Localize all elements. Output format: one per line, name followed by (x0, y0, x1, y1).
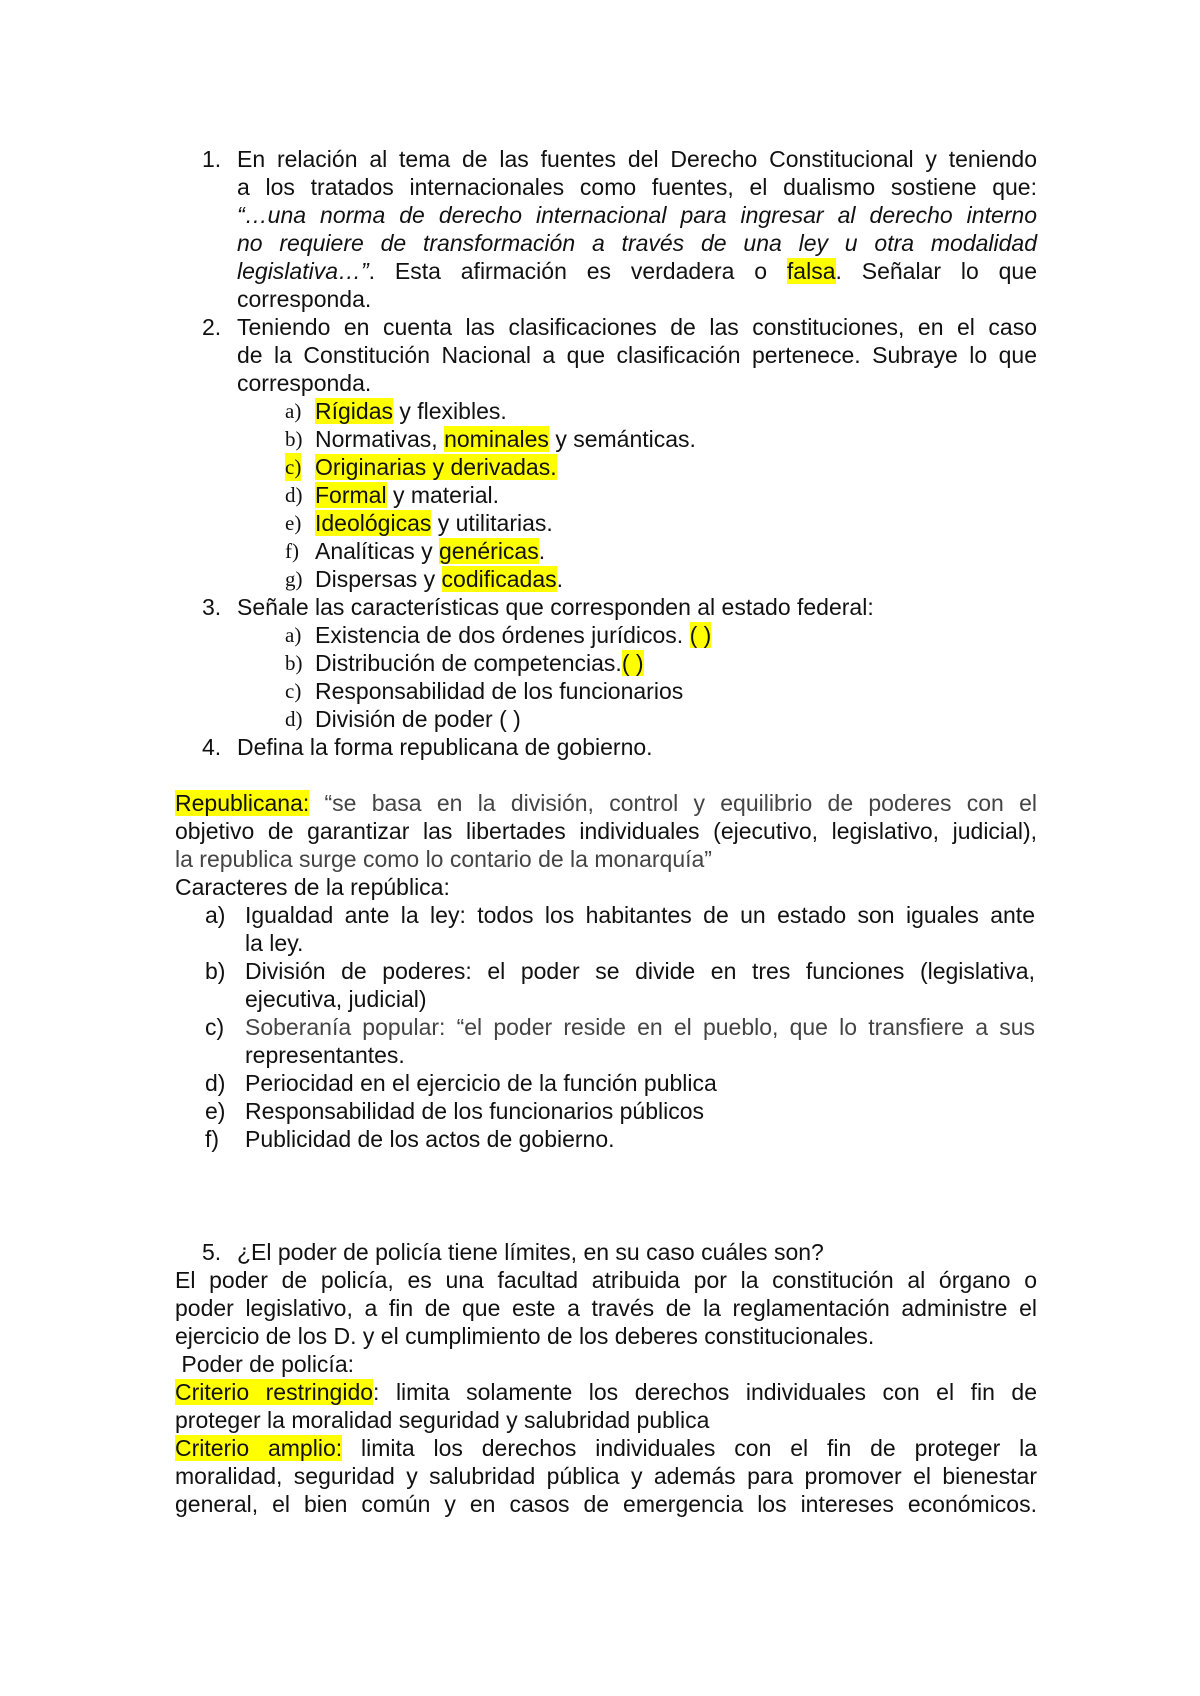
q3-option-b-label: b) (285, 651, 303, 675)
q1-line3-text: “…una norma de derecho internacional para ingresar al derecho interno (237, 202, 1037, 228)
q2-option-c-pre: Originarias y (315, 454, 451, 480)
answer4-item-f-line1: Publicidad de los actos de gobierno. (245, 1126, 615, 1152)
q1-line4 (237, 229, 1037, 257)
q3-option-a (315, 621, 1035, 649)
answer4-item-b-label: b) (205, 958, 226, 984)
q2-option-e (315, 509, 1035, 537)
criterio-amplio-line1 (175, 1434, 1037, 1462)
answer4-item-a-line1: Igualdad ante la ley: todos los habitantes de un estado son iguales ante (245, 902, 1035, 928)
q3-option-d-label: d) (285, 707, 303, 731)
q1-line4-text: no requiere de transformación a través de una ley u otra modalidad (237, 230, 1037, 256)
criterio-restringido-label: Criterio restringido (175, 1379, 374, 1405)
q3-option-a-mark: ( ) (689, 622, 712, 648)
criterio-restringido-text1: : limita solamente los derechos individuales con el fin de (373, 1379, 1037, 1405)
answer5-line1: El poder de policía, es una facultad atribuida por la constitución al órgano o (175, 1267, 1037, 1293)
answer5-line4: Poder de policía: (175, 1351, 355, 1377)
q2-option-f-label: f) (285, 539, 299, 563)
q1-line5-italic: legislativa…” (237, 258, 369, 284)
q2-option-d-highlight: Formal (315, 482, 387, 508)
q4-number: 4. (202, 734, 222, 760)
q3-option-a-text: Existencia de dos órdenes jurídicos. (315, 622, 690, 648)
q2-line3: corresponda. (237, 370, 372, 396)
answer4-item-f-label: f) (205, 1126, 220, 1152)
q1-number: 1. (202, 146, 222, 172)
criterio-amplio-line2: moralidad, seguridad y salubridad pública y además para promover el bienestar (175, 1463, 1037, 1489)
q3-option-b-mark: ( ) (621, 650, 644, 676)
q5-number: 5. (202, 1239, 222, 1265)
q3-number: 3. (202, 594, 222, 620)
answer5-line2: poder legislativo, a fin de que este a través de la reglamentación administre el (175, 1295, 1037, 1321)
answer4-line2: objetivo de garantizar las libertades individuales (ejecutivo, legislativo, judicial), (175, 818, 1037, 844)
q1-answer-highlight: falsa (786, 258, 836, 284)
answer4-item-e-line1: Responsabilidad de los funcionarios públicos (245, 1098, 705, 1124)
q2-option-g-rest: . (556, 566, 564, 592)
q3-option-b (315, 649, 1035, 677)
q3-option-c: Responsabilidad de los funcionarios (315, 678, 684, 704)
answer4-item-d-label: d) (205, 1070, 226, 1096)
q2-option-b-rest: y semánticas. (548, 426, 696, 452)
criterio-amplio-text1: limita los derechos individuales con el fin de proteger la (342, 1435, 1037, 1461)
q2-line1: Teniendo en cuenta las clasificaciones de las constituciones, en el caso (237, 314, 1037, 340)
q2-option-d (315, 481, 1035, 509)
answer4-item-b-line2: ejecutiva, judicial) (245, 986, 427, 1012)
answer4-item-a-label: a) (205, 902, 226, 928)
q2-option-f (315, 537, 1035, 565)
q2-option-g-label: g) (285, 567, 303, 591)
q2-option-a (315, 397, 1035, 425)
answer5-line3: ejercicio de los D. y el cumplimiento de los deberes constitucionales. (175, 1323, 875, 1349)
answer4-item-e-label: e) (205, 1098, 226, 1124)
q3-option-c-label: c) (285, 679, 302, 703)
answer4-item-b-line1: División de poderes: el poder se divide en tres funciones (legislativa, (245, 958, 1035, 984)
answer4-line1-text: “se basa en la división, control y equilibrio de poderes con el (309, 790, 1037, 816)
q2-option-f-highlight: genéricas (439, 538, 539, 564)
q2-option-c (315, 453, 1035, 481)
criterio-restringido-line1 (175, 1378, 1037, 1406)
answer4-item-a-line2: la ley. (245, 930, 304, 956)
q2-option-c-label: c) (285, 455, 302, 479)
criterio-amplio-label: Criterio amplio: (175, 1435, 343, 1461)
q2-option-d-label: d) (285, 483, 303, 507)
q2-option-f-rest: . (538, 538, 546, 564)
q2-option-c-highlight: derivadas. (450, 454, 557, 480)
q1-line5-end: . Señalar lo que (835, 258, 1037, 284)
q5-line1: ¿El poder de policía tiene límites, en su caso cuáles son? (237, 1239, 824, 1265)
q2-option-a-highlight: Rígidas (315, 398, 393, 424)
criterio-amplio-line3: general, el bien común y en casos de emergencia los intereses económicos. (175, 1491, 1037, 1517)
answer4-item-c-label: c) (205, 1014, 225, 1040)
q2-option-g-pre: Dispersas y (315, 566, 442, 592)
q2-option-a-rest: y flexibles. (392, 398, 507, 424)
answer4-item-c-line1: Soberanía popular: “el poder reside en el pueblo, que lo transfiere a sus (245, 1014, 1035, 1040)
answer4-line1 (175, 789, 1037, 817)
q2-option-b-pre: Normativas, (315, 426, 445, 452)
q2-option-e-rest: y utilitarias. (431, 510, 553, 536)
q2-option-a-label: a) (285, 399, 302, 423)
q1-line6: corresponda. (237, 286, 372, 312)
q2-option-e-highlight: Ideológicas (315, 510, 432, 536)
answer4-item-c-line2: representantes. (245, 1042, 405, 1068)
q2-number: 2. (202, 314, 222, 340)
answer4-line3: la republica surge como lo contario de la monarquía” (175, 846, 712, 872)
q2-option-e-label: e) (285, 511, 302, 535)
q1-line1: En relación al tema de las fuentes del Derecho Constitucional y teniendo (237, 146, 1037, 172)
q1-line5-text: . Esta afirmación es verdadera o (368, 258, 787, 284)
answer4-heading: Caracteres de la república: (175, 874, 450, 900)
q2-option-b (315, 425, 1035, 453)
q4-line1: Defina la forma republicana de gobierno. (237, 734, 653, 760)
q3-option-a-label: a) (285, 623, 302, 647)
criterio-restringido-line2: proteger la moralidad seguridad y salubridad publica (175, 1407, 710, 1433)
q2-option-f-pre: Analíticas y (315, 538, 439, 564)
q3-option-d: División de poder ( ) (315, 706, 521, 732)
q2-option-g-highlight: codificadas (441, 566, 557, 592)
q3-line1: Señale las características que corresponden al estado federal: (237, 594, 874, 620)
q3-option-b-text: Distribución de competencias. (315, 650, 622, 676)
answer4-item-d-line1: Periocidad en el ejercicio de la función publica (245, 1070, 717, 1096)
q1-line2: a los tratados internacionales como fuentes, el dualismo sostiene que: (237, 174, 1037, 200)
q2-option-g (315, 565, 1035, 593)
answer4-label: Republicana: (175, 790, 310, 816)
q2-option-d-rest: y material. (386, 482, 500, 508)
q2-line2: de la Constitución Nacional a que clasificación pertenece. Subraye lo que (237, 342, 1037, 368)
q1-line5 (237, 257, 1037, 285)
q2-option-b-highlight: nominales (444, 426, 549, 452)
q2-option-b-label: b) (285, 427, 303, 451)
q1-line3 (237, 201, 1037, 229)
